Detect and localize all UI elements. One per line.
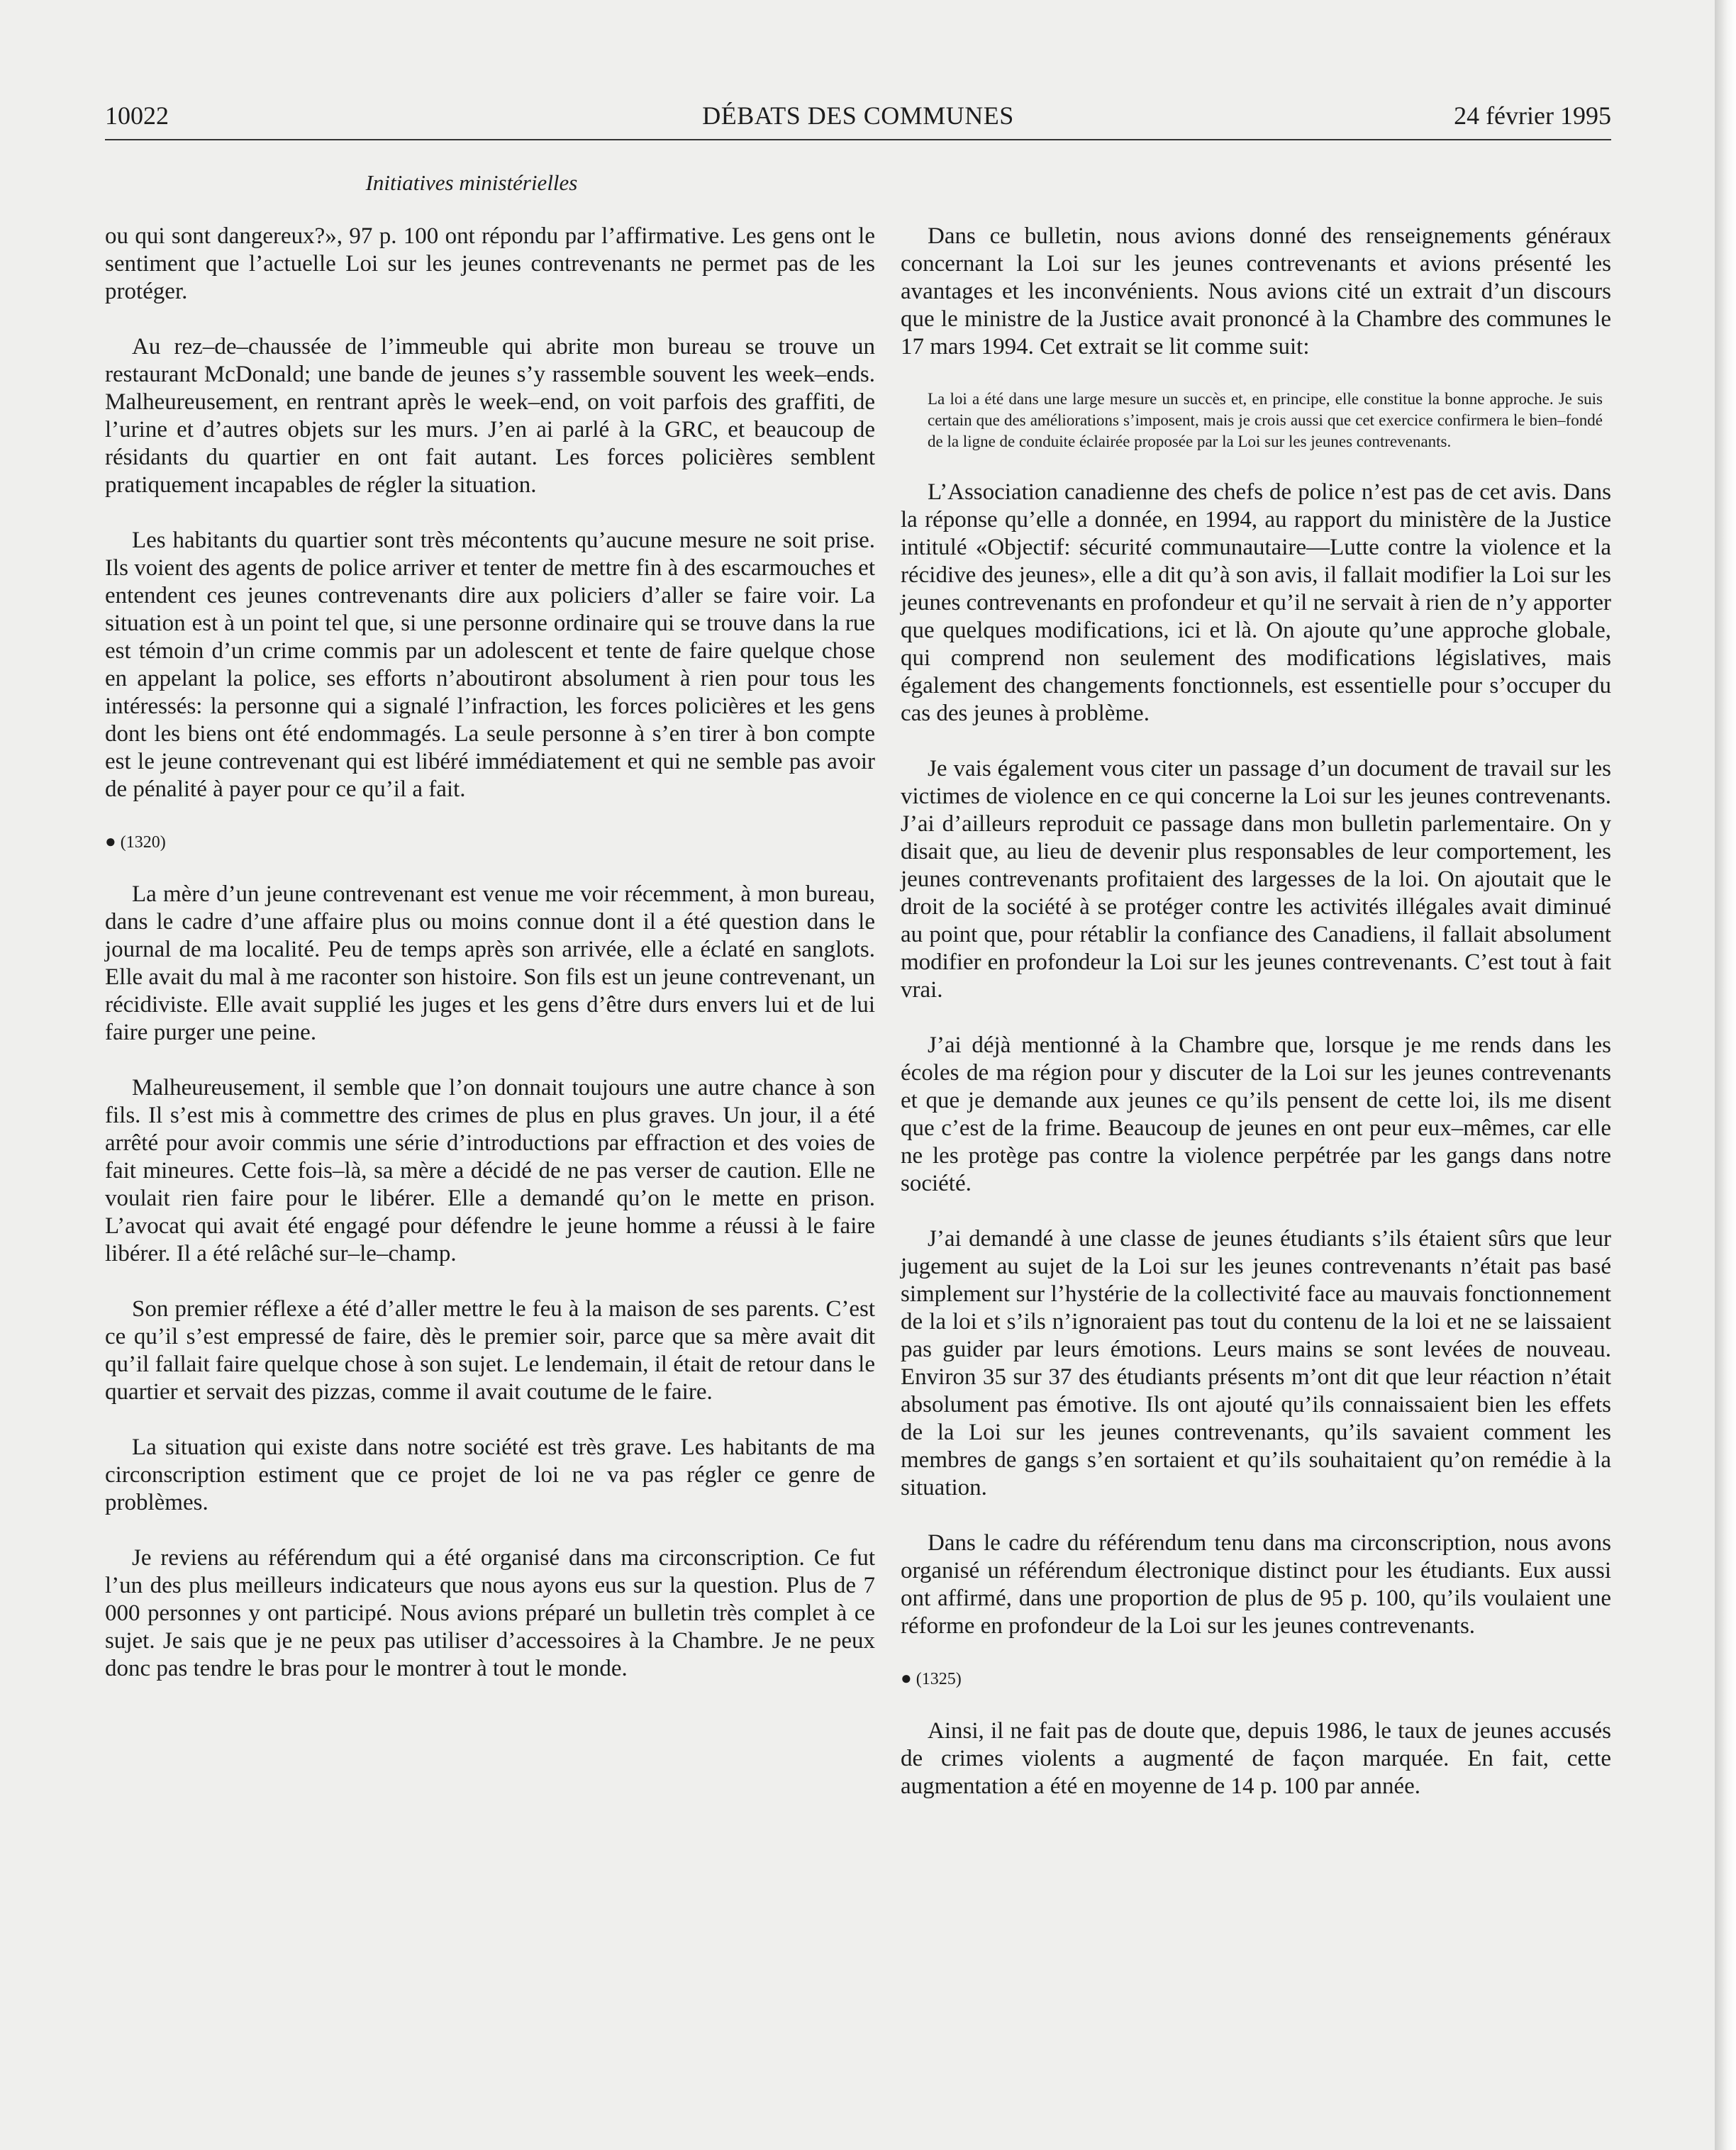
left-column: [105, 223, 875, 1710]
right-column: [901, 223, 1611, 1828]
time-marker-label: (1320): [120, 833, 166, 852]
paragraph: La mère d’un jeune contrevenant est venue me voir récemment, à mon bureau, dans le cadre d’une affaire plus ou moins connue dont il a été question dans le journal de ma localité. Peu de temps après son arrivée, elle a éclaté en sanglots. Elle avait du mal à me raconter son histoire. Son fils est un jeune contrevenant, un récidiviste. Elle avait supplié les juges et les gens d’être durs envers lui et de lui faire purger une peine.: [105, 881, 875, 1045]
paragraph: Malheureusement, il semble que l’on donnait toujours une autre chance à son fils. Il s’est mis à commettre des crimes de plus en plus graves. Un jour, il a été arrêté pour avoir commis une série d’introductions par effraction et des voies de fait mineures. Cette fois–là, sa mère a décidé de ne pas verser de caution. Elle ne voulait rien faire pour le libérer. Elle a demandé qu’on le mette en prison. L’avocat qui avait été engagé pour défendre le jeune homme a réussi à le faire libérer. Il a été relâché sur–le–champ.: [105, 1075, 875, 1266]
paragraph: Dans le cadre du référendum tenu dans ma circonscription, nous avons organisé un référendum électronique distinct pour les étudiants. Eux aussi ont affirmé, dans une proportion de plus de 95 p. 100, qu’ils voulaient une réforme en profondeur de la Loi sur les jeunes contrevenants.: [901, 1530, 1611, 1639]
time-marker: [901, 1668, 1611, 1690]
paragraph: La situation qui existe dans notre société est très grave. Les habitants de ma circonscription estiment que ce projet de loi ne va pas régler ce genre de problèmes.: [105, 1435, 875, 1515]
time-marker-label: (1325): [916, 1670, 962, 1688]
paragraph: Ainsi, il ne fait pas de doute que, depuis 1986, le taux de jeunes accusés de crimes violents a augmenté de façon marquée. En fait, cette augmentation a été en moyenne de 14 p. 100 par année.: [901, 1718, 1611, 1799]
scan-edge: [1715, 0, 1736, 2150]
paragraph: Je vais également vous citer un passage d’un document de travail sur les victimes de violence en ce qui concerne la Loi sur les jeunes contrevenants. J’ai d’ailleurs reproduit ce passage dans mon bulletin parlementaire. On y disait que, au lieu de devenir plus responsables de leur comportement, les jeunes contrevenants profitaient des largesses de la loi. On ajoutait que le droit de la société à se protéger contre les activités illégales avait diminué au point que, pour rétablir la confiance des Canadiens, il fallait absolument modifier en profondeur la Loi sur les jeunes contrevenants. C’est tout à fait vrai.: [901, 756, 1611, 1003]
paragraph: Au rez–de–chaussée de l’immeuble qui abrite mon bureau se trouve un restaurant McDonald; une bande de jeunes s’y rassemble souvent les week–ends. Malheureusement, en rentrant après le week–end, on voit parfois des graffiti, de l’urine et d’autres objets sur les murs. J’en ai parlé à la GRC, et beaucoup de résidants du quartier en ont fait autant. Les forces policières semblent pratiquement incapables de régler la situation.: [105, 334, 875, 498]
paragraph: L’Association canadienne des chefs de police n’est pas de cet avis. Dans la réponse qu’elle a donnée, en 1994, au rapport du ministère de la Justice intitulé «Objectif: sécurité communautaire—Lutte contre la violence et la récidive des jeunes», elle a dit qu’à son avis, il fallait modifier la Loi sur les jeunes contrevenants en profondeur et qu’il ne servait à rien de n’y apporter que quelques modifications, ici et là. On ajoute qu’une approche globale, qui comprend non seulement des modifications législatives, mais également des changements fonctionnels, est essentielle pour s’occuper du cas des jeunes à problème.: [901, 479, 1611, 726]
bullet-icon: ●: [901, 1668, 912, 1688]
bullet-icon: ●: [105, 831, 116, 852]
publication-date: 24 février 1995: [1454, 101, 1611, 130]
page-number: 10022: [105, 101, 169, 130]
page-header: [105, 96, 1611, 140]
time-marker: [105, 831, 875, 853]
paragraph: ou qui sont dangereux?», 97 p. 100 ont répondu par l’affirmative. Les gens ont le sentiment que l’actuelle Loi sur les jeunes contrevenants ne permet pas de les protéger.: [105, 223, 875, 304]
journal-title: DÉBATS DES COMMUNES: [702, 101, 1014, 130]
paragraph: Je reviens au référendum qui a été organisé dans ma circonscription. Ce fut l’un des plus meilleurs indicateurs que nous ayons eus sur la question. Plus de 7 000 personnes y ont participé. Nous avions préparé un bulletin très complet à ce sujet. Je sais que je ne peux pas utiliser d’accessoires à la Chambre. Je ne peux donc pas tendre le bras pour le montrer à tout le monde.: [105, 1545, 875, 1681]
section-title: Initiatives ministérielles: [365, 170, 578, 195]
block-quote: La loi a été dans une large mesure un succès et, en principe, elle constitue la bonne approche. Je suis certain que des améliorations s’imposent, mais je crois aussi que cet exercice confirmera le bien–fondé de la ligne de conduite éclairée proposée par la Loi sur les jeunes contrevenants.: [928, 390, 1603, 450]
paragraph: J’ai déjà mentionné à la Chambre que, lorsque je me rends dans les écoles de ma région pour y discuter de la Loi sur les jeunes contrevenants et que je demande aux jeunes ce qu’ils pensent de cette loi, ils me disent que c’est de la frime. Beaucoup de jeunes en ont peur eux–mêmes, car elle ne les protège pas contre la violence perpétrée par les gangs dans notre société.: [901, 1032, 1611, 1196]
paragraph: Dans ce bulletin, nous avions donné des renseignements généraux concernant la Loi sur les jeunes contrevenants et avions présenté les avantages et les inconvénients. Nous avions cité un extrait d’un discours que le ministre de la Justice avait prononcé à la Chambre des communes le 17 mars 1994. Cet extrait se lit comme suit:: [901, 223, 1611, 360]
paragraph: Les habitants du quartier sont très mécontents qu’aucune mesure ne soit prise. Ils voient des agents de police arriver et tenter de mettre fin à des escarmouches et entendent ces jeunes contrevenants dire aux policiers d’aller se faire voir. La situation est à un point tel que, si une personne ordinaire qui se trouve dans la rue est témoin d’un crime commis par un adolescent et tente de faire quelque chose en appelant la police, ses efforts n’aboutiront absolument à rien pour tous les intéressés: la personne qui a signalé l’infraction, les forces policières et les gens dont les biens ont été endommagés. La seule personne à s’en tirer à bon compte est le jeune contrevenant qui est libéré immédiatement et qui ne semble pas avoir de pénalité à payer pour ce qu’il a fait.: [105, 528, 875, 802]
paragraph: J’ai demandé à une classe de jeunes étudiants s’ils étaient sûrs que leur jugement au sujet de la Loi sur les jeunes contrevenants n’était pas basé simplement sur l’hystérie de la collectivité face au mauvais fonctionnement de la loi et s’ils n’ignoraient pas tout du contenu de la loi et ne se laissaient pas guider par leurs émotions. Leurs mains se sont levées de nouveau. Environ 35 sur 37 des étudiants présents m’ont dit que leur réaction n’était absolument pas émotive. Ils ont ajouté qu’ils connaissaient bien les effets de la Loi sur les jeunes contrevenants, qu’ils savaient comment les membres de gangs s’en sortaient et qu’ils souhaitaient qu’on remédie à la situation.: [901, 1226, 1611, 1500]
paragraph: Son premier réflexe a été d’aller mettre le feu à la maison de ses parents. C’est ce qu’il s’est empressé de faire, dès le premier soir, parce que sa mère avait dit qu’il fallait faire quelque chose à son sujet. Le lendemain, il était de retour dans le quartier et servait des pizzas, comme il avait coutume de le faire.: [105, 1296, 875, 1405]
